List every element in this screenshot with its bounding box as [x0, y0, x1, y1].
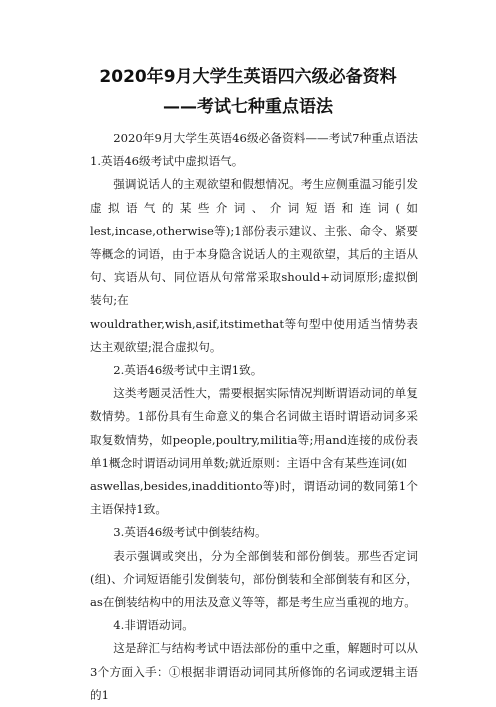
paragraph-subjunctive: 强调说话人的主观欲望和假想情况。考生应侧重温习能引发虚拟语气的某些介词、介词短语和连词(如lest,incase,otherwise等);1部份表示建议、主张、命令、紧要等概念的词语，由于本身隐含说话人的主观欲望，其后的主语从句、宾语从句、同位语从句常常采取should+动词原形;虚拟倒装句;在: [90, 177, 418, 308]
heading-agreement: 2.英语46级考试中主谓1致。: [113, 363, 263, 378]
paragraph-inversion: 表示强调或突出，分为全部倒装和部份倒装。那些否定词(组)、介词短语能引发倒装句，部份倒装和全部倒装有和区分，as在倒装结构中的用法及意义等等，都是考生应当重视的地方。: [90, 548, 418, 610]
document-subtitle: ——考试七种重点语法: [163, 97, 333, 117]
paragraph-agreement-cont: aswellas,besides,inadditionto等)时，谓语动词的数同第1个主语保持1致。: [90, 479, 418, 517]
paragraph-subjunctive-cont: wouldrather,wish,asif,itstimethat等句型中使用适当情势表达主观欲望;混合虚拟句。: [90, 316, 418, 354]
document-title: 2020年9月大学生英语四六级必备资料: [99, 67, 397, 87]
document-body: [90, 127, 418, 707]
paragraph-intro: 2020年9月大学生英语46级必备资料——考试7种重点语法1.英语46级考试中虚拟语气。: [90, 131, 418, 169]
paragraph-nonfinite: 这是辞汇与结构考试中语法部份的重中之重，解题时可以从3个方面入手：①根据非谓语动词同其所修饰的名词或逻辑主语的1: [90, 641, 418, 702]
heading-nonfinite: 4.非谓语动词。: [113, 618, 194, 633]
heading-inversion: 3.英语46级考试中倒装结构。: [113, 525, 267, 540]
paragraph-agreement: 这类考题灵活性大，需要根据实际情况判断谓语动词的单复数情势。1部份具有生命意义的集合名词做主语时谓语动词多采取复数情势，如people,poultry,militia等;用and连接的成份表单1概念时谓语动词用单数;就近原则：主语中含有某些连词(如: [90, 386, 418, 470]
